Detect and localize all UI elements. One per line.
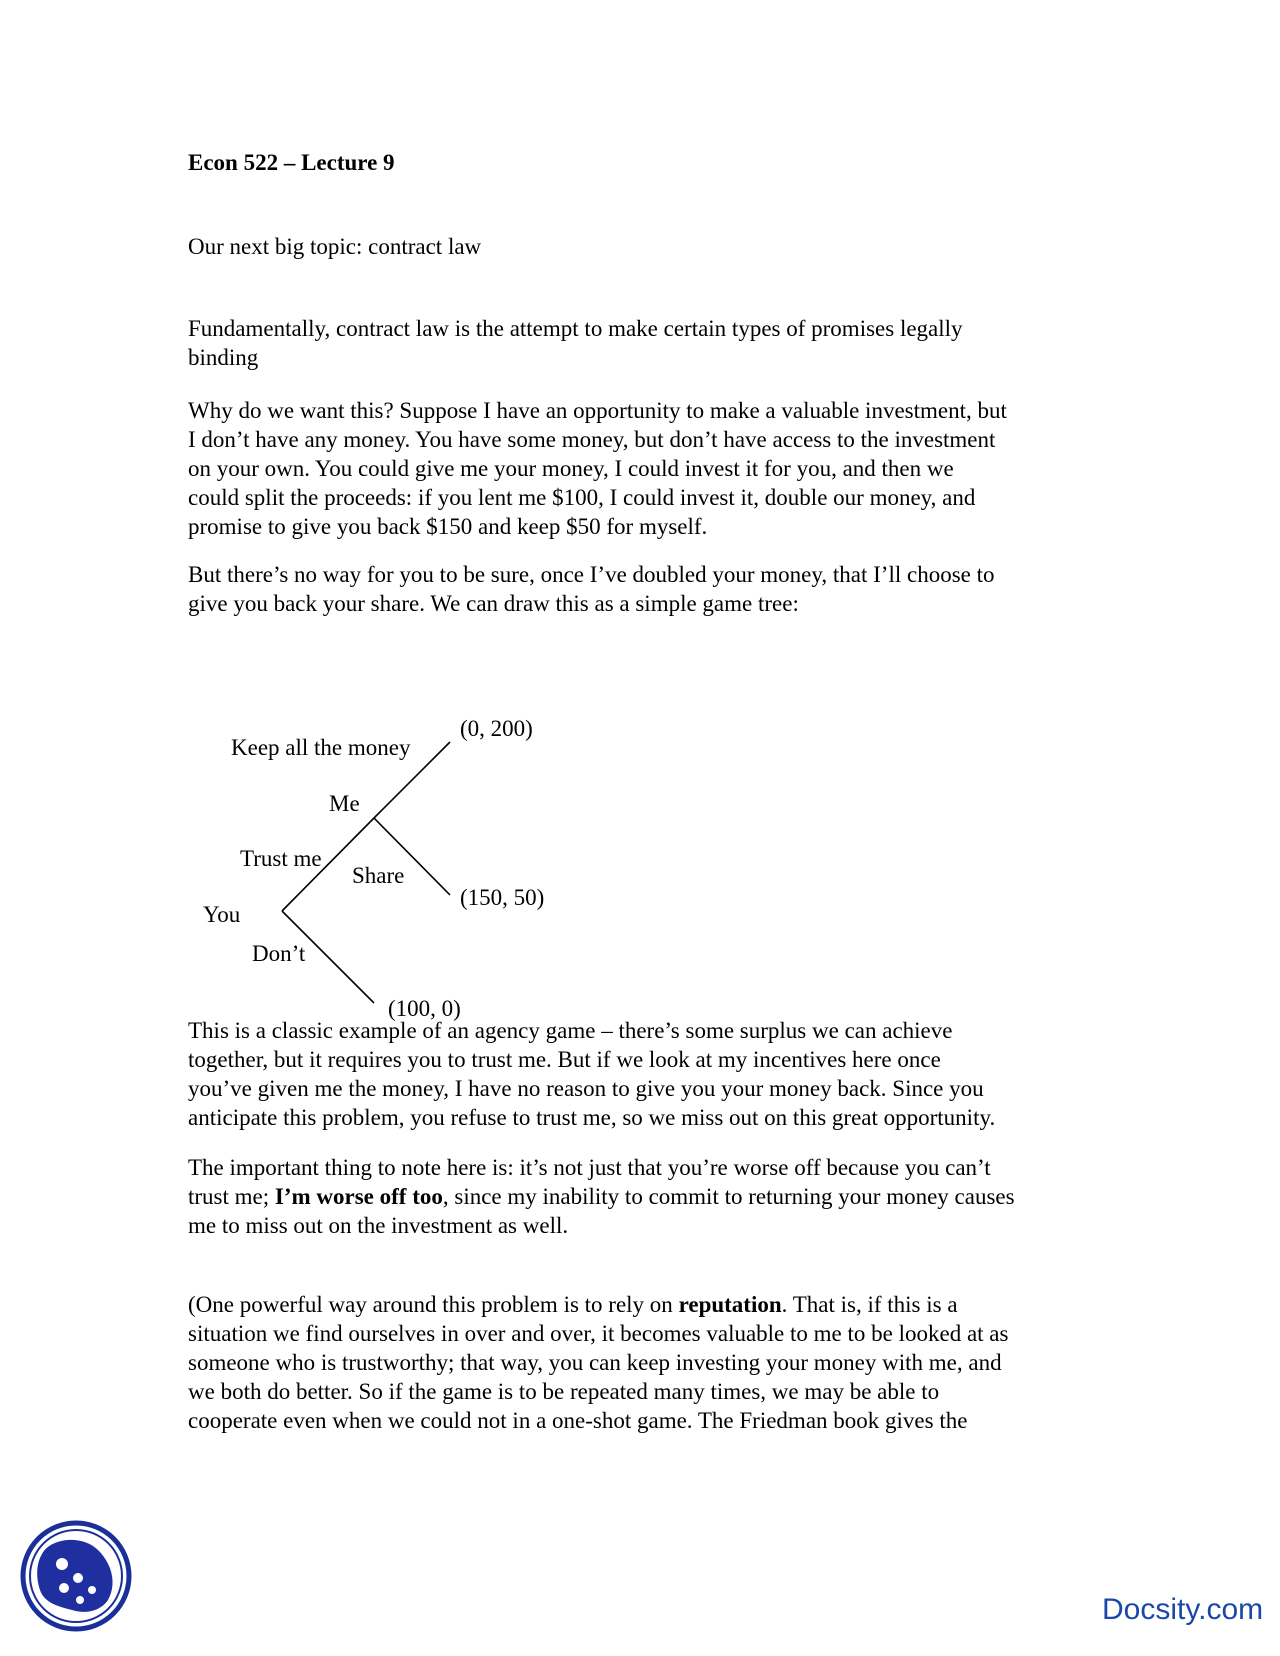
text-line: situation we find ourselves in over and over, it becomes valuable to me to be looked at as <box>188 1321 1009 1346</box>
text-line: Fundamentally, contract law is the attempt to make certain types of promises legally <box>188 316 963 341</box>
text-line: Why do we want this? Suppose I have an opportunity to make a valuable investment, but <box>188 398 1007 423</box>
docsity-brand-link[interactable]: Docsity.com <box>1102 1593 1264 1626</box>
text-line: give you back your share. We can draw this as a simple game tree: <box>188 591 799 616</box>
text-line: me to miss out on the investment as well. <box>188 1213 569 1238</box>
text-line: This is a classic example of an agency game – there’s some surplus we can achieve <box>188 1018 953 1043</box>
text-line: binding <box>188 345 259 370</box>
player-me-label: Me <box>329 791 360 816</box>
text-line: anticipate this problem, you refuse to trust me, so we miss out on this great opportunity. <box>188 1105 996 1130</box>
text-line: Our next big topic: contract law <box>188 234 482 259</box>
text-line: you’ve given me the money, I have no reason to give you your money back. Since you <box>188 1076 984 1101</box>
text-line: we both do better. So if the game is to be repeated many times, we may be able to <box>188 1379 940 1404</box>
payoff-share-label: (150, 50) <box>460 885 545 910</box>
docsity-logo-icon[interactable] <box>20 1520 132 1632</box>
text-run: trust me; <box>188 1184 275 1209</box>
text-line: But there’s no way for you to be sure, once I’ve doubled your money, that I’ll choose to <box>188 562 995 587</box>
text-line: I don’t have any money. You have some money, but don’t have access to the investment <box>188 427 996 452</box>
text-line: promise to give you back $150 and keep $50 for myself. <box>188 514 708 539</box>
text-line: on your own. You could give me your money, I could invest it for you, and then we <box>188 456 954 481</box>
action-share-label: Share <box>352 863 405 888</box>
payoff-keep-label: (0, 200) <box>460 716 533 741</box>
action-dont-label: Don’t <box>252 941 306 966</box>
player-you-label: You <box>203 902 241 927</box>
bold-emphasis: reputation <box>678 1292 782 1317</box>
action-trust-label: Trust me <box>240 846 322 871</box>
action-keep-label: Keep all the money <box>231 735 411 760</box>
text-line: cooperate even when we could not in a one-shot game. The Friedman book gives the <box>188 1408 968 1433</box>
page-title: Econ 522 – Lecture 9 <box>188 150 395 175</box>
text-line: The important thing to note here is: it’s not just that you’re worse off because you can’t <box>188 1155 991 1180</box>
bold-emphasis: I’m worse off too <box>274 1184 443 1209</box>
text-line: together, but it requires you to trust me. But if we look at my incentives here once <box>188 1047 941 1072</box>
payoff-dont-label: (100, 0) <box>388 996 461 1021</box>
text-run: . That is, if this is a <box>781 1292 958 1317</box>
text-run: , since my inability to commit to returning your money causes <box>442 1184 1015 1209</box>
text-line: could split the proceeds: if you lent me $100, I could invest it, double our money, and <box>188 485 976 510</box>
text-line: someone who is trustworthy; that way, you can keep investing your money with me, and <box>188 1350 1002 1375</box>
text-run: (One powerful way around this problem is to rely on <box>188 1292 679 1317</box>
